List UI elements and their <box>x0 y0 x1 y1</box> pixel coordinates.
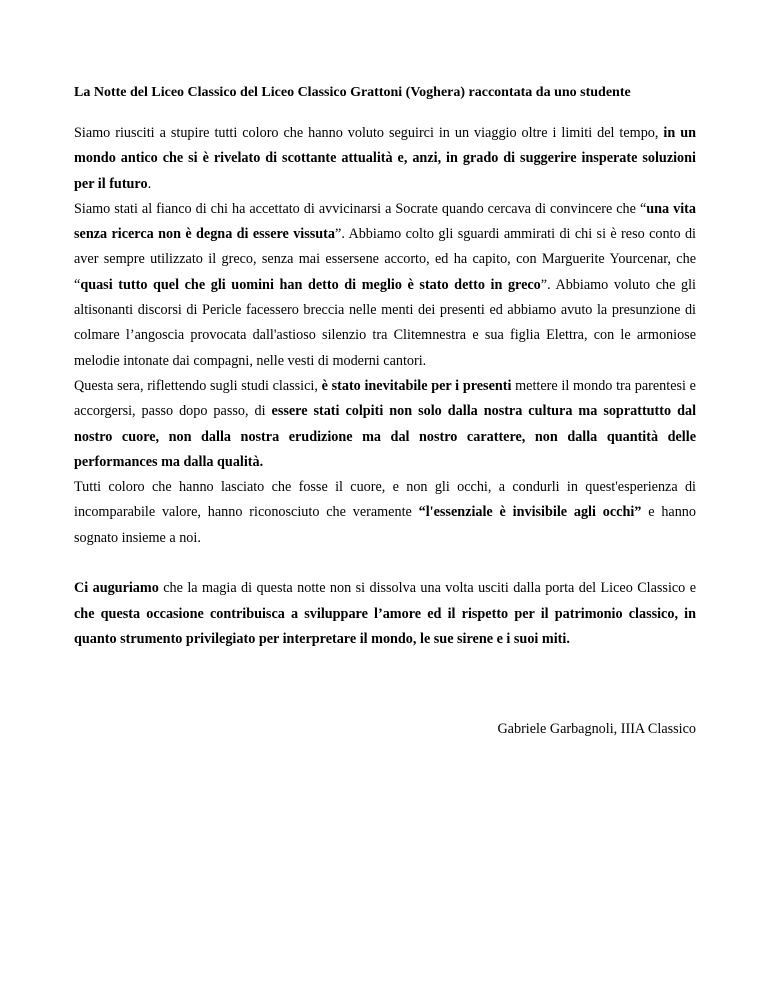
text-run: mettere il mondo tra parentesi e accorgersi, passo dopo passo, di <box>74 377 696 420</box>
paragraph <box>74 475 696 551</box>
paragraph <box>74 197 696 374</box>
text-run: che la magia di questa notte non si dissolva una volta usciti dalla porta del Liceo Classico e <box>158 580 696 597</box>
text-run: Siamo stati al fianco di chi ha accettato di avvicinarsi a Socrate quando cercava di convincere che “ <box>74 200 647 217</box>
bold-text-run: in un mondo antico che si è rivelato di scottante attualità e, anzi, in grado di suggerire insperate soluzioni per il futuro <box>74 125 696 192</box>
document-title: La Notte del Liceo Classico del Liceo Classico Grattoni (Voghera) raccontata da uno studente <box>74 85 631 100</box>
bold-text-run: che questa occasione contribuisca a sviluppare l’amore ed il rispetto per il patrimonio classico, in quanto strumento privilegiato per interpretare il mondo, le sue sirene e i suoi miti. <box>74 605 696 647</box>
text-run: . <box>147 175 152 192</box>
document-body <box>74 121 696 652</box>
bold-text-run: “l'essenziale è invisibile agli occhi” <box>418 504 642 521</box>
paragraph <box>74 121 696 197</box>
bold-text-run: una vita senza ricerca non è degna di essere vissuta <box>74 200 696 243</box>
text-run: Questa sera, riflettendo sugli studi classici, <box>74 377 322 394</box>
bold-text-run: quasi tutto quel che gli uomini han detto di meglio è stato detto in greco <box>80 276 541 293</box>
text-run: Tutti coloro che hanno lasciato che fosse il cuore, e non gli occhi, a condurli in quest'esperienza di incomparabile valore, hanno riconosciuto che veramente <box>74 479 696 521</box>
paragraph <box>74 576 696 652</box>
text-run: Siamo riusciti a stupire tutti coloro che hanno voluto seguirci in un viaggio oltre i limiti del tempo, <box>74 125 664 141</box>
signature: Gabriele Garbagnoli, IIIA Classico <box>497 721 696 737</box>
paragraph <box>74 374 696 475</box>
bold-text-run: essere stati colpiti non solo dalla nostra cultura ma soprattutto dal nostro cuore, non dalla nostra erudizione ma dal nostro carattere, non dalla quantità delle performances ma dalla qualità. <box>74 403 697 470</box>
text-run: e hanno sognato insieme a noi. <box>74 504 696 546</box>
bold-text-run: Ci auguriamo <box>74 580 159 597</box>
text-run: ”. Abbiamo voluto che gli altisonanti discorsi di Pericle facessero breccia nelle menti dei presenti ed abbiamo avuto la presunzione di colmare l’angoscia provocata dall'astioso silenzio tra Clitemnestra e sua figlia Elettra, con le armoniose melodie intonate dai compagni, nelle vesti di moderni cantori. <box>74 276 696 369</box>
text-run: ”. Abbiamo colto gli sguardi ammirati di chi si è reso conto di aver sempre utilizzato il greco, senza mai essersene accorto, ed ha capito, con Marguerite Yourcenar, che “ <box>74 226 696 293</box>
bold-text-run: è stato inevitabile per i presenti <box>321 377 512 394</box>
